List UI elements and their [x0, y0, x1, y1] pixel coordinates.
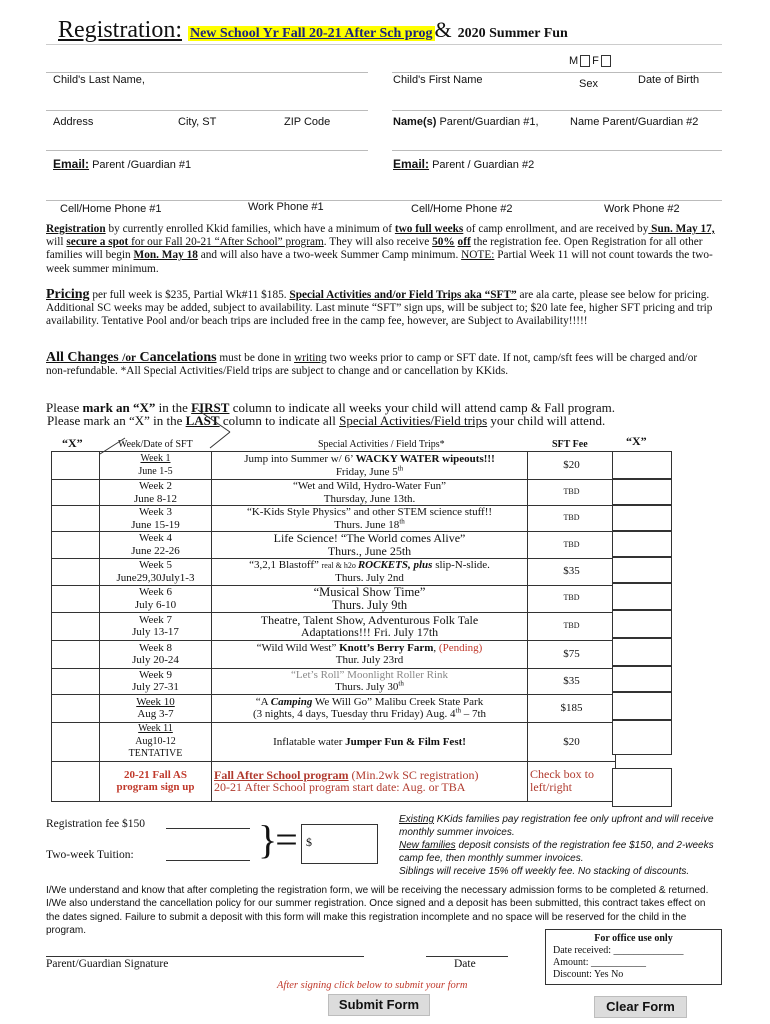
fall-x-box-right[interactable]	[612, 768, 672, 807]
week-row	[52, 722, 616, 761]
fall-label-cell	[100, 761, 212, 801]
week-label: Week 4	[138, 532, 173, 545]
x-box-right[interactable]	[612, 638, 672, 666]
address-label: Address	[53, 116, 94, 128]
pricing-lead: Pricing	[46, 287, 90, 302]
reg-off: off	[457, 236, 471, 249]
instr1-b: mark an “X”	[82, 400, 156, 415]
signature-line[interactable]	[46, 956, 364, 957]
activity-cell	[212, 558, 528, 585]
instr1-a: Please	[46, 400, 83, 415]
fall-label-2: program sign up	[116, 781, 195, 794]
week-dates: July 6-10	[134, 598, 177, 611]
reg-text-1: by currently enrolled Kkid families, which have a minimum of	[105, 223, 395, 235]
x-box-right[interactable]	[612, 557, 672, 583]
email1-bold: Email:	[53, 157, 90, 171]
header-x-right: “X”	[626, 434, 647, 448]
instr1-e: column to indicate all weeks your child will attend camp & Fall program.	[229, 400, 616, 415]
activity-bold: WACKY WATER wipeouts!!!	[355, 452, 495, 465]
activity-bold: ROCKETS, plus	[357, 558, 433, 571]
name-line-1	[46, 72, 368, 73]
activity-date: Thurs. July 2nd	[335, 572, 404, 585]
week-label: Week 6	[138, 586, 173, 599]
cell1-label: Cell/Home Phone #1	[60, 203, 162, 215]
x-box-right[interactable]	[612, 479, 672, 505]
week-dates: June 22-26	[131, 544, 180, 557]
week-dates: July 13-17	[132, 626, 179, 639]
activity-pending: (Pending)	[438, 641, 483, 654]
date-line[interactable]	[426, 956, 508, 957]
instr1-d: FIRST	[191, 400, 230, 415]
reg-text-3: will	[46, 236, 67, 249]
female-checkbox[interactable]	[601, 55, 611, 67]
activity-date: Thursday, June 13th.	[323, 492, 416, 505]
notes-2: deposit consists of the registration fee $150, and 2-weeks camp fee, then monthly summer invoices.	[399, 840, 714, 864]
notes-existing: Existing	[399, 814, 435, 825]
x-box-right[interactable]	[612, 451, 672, 479]
week-dates: June 8-12	[133, 492, 178, 505]
email2-bold: Email:	[393, 157, 430, 171]
sft-fee-cell	[528, 480, 616, 506]
week-dates: June 1-5	[138, 465, 173, 477]
email2-text: Parent / Guardian #2	[429, 159, 535, 171]
activity-bold: Jumper Fun & Film Fest!	[345, 735, 466, 748]
activity-sup: th	[399, 517, 405, 526]
two-week-line[interactable]	[166, 860, 250, 861]
activity-text: Inflatable water	[273, 735, 346, 748]
week-label: Week 5	[138, 559, 173, 572]
x-box-left[interactable]	[52, 668, 100, 694]
activity-cell	[212, 506, 528, 532]
child-last-name-label: Child's Last Name,	[53, 74, 145, 86]
x-box-right[interactable]	[612, 720, 672, 755]
clear-form-button[interactable]: Clear Form	[594, 996, 687, 1018]
reg-mon-may: Mon. May 18	[133, 249, 198, 262]
week-dates: Aug 3-7	[137, 708, 174, 721]
week-row	[52, 452, 616, 480]
week-dates: July 20-24	[132, 654, 179, 667]
activity-text-2: We Will Go” Malibu Creek State Park	[312, 695, 484, 708]
activity-text: “Let’s Roll” Moonlight Roller Rink	[290, 668, 449, 681]
email1-text: Parent /Guardian #1	[89, 159, 192, 171]
reg-text-8: Partial Week 11 will not count towards the two-week summer minimum.	[46, 249, 713, 275]
pricing-text-2: are ala carte, please see below for pricing. Additional SC weeks may be added, subject to availability. Last minute “SFT” sign ups, will be subject to; $20 late fee, higher SFT pricing and trip availability. Tentative Pool and/or beach trips are included free in the camp fee, however, are Subject to Availability!!!!!	[46, 289, 713, 328]
activity-date: Thurs. June 18	[334, 518, 400, 531]
x-box-left[interactable]	[52, 506, 100, 532]
week-cell	[100, 722, 212, 761]
sft-fee: $20	[563, 735, 580, 748]
sft-fee: TBD	[563, 539, 580, 549]
registration-lead: Registration	[46, 223, 106, 235]
changes-text-1: must be done in	[216, 352, 295, 364]
activity-date: Thur. July 23rd	[335, 654, 404, 667]
fee-notes	[399, 813, 739, 878]
week-label: Week 10	[136, 695, 175, 708]
work2-label: Work Phone #2	[604, 203, 680, 215]
notes-1: KKids families pay registration fee only upfront and will receive monthly summer invoices.	[399, 814, 714, 838]
instr2-b: LAST	[185, 413, 220, 428]
activity-date: Thurs., June 25th	[327, 543, 412, 558]
x-box-left[interactable]	[52, 640, 100, 668]
fall-row	[52, 761, 616, 801]
x-box-right[interactable]	[612, 610, 672, 638]
two-week-label: Two-week Tuition:	[46, 849, 134, 861]
pricing-text-1: per full week is $235, Partial Wk#11 $185.	[89, 289, 290, 301]
email-line-1	[46, 150, 368, 151]
reg-secure: secure a spot	[66, 236, 129, 249]
total-amount-box[interactable]	[301, 824, 378, 864]
sex-checkboxes	[569, 55, 611, 67]
email1-label	[53, 157, 191, 171]
activity-small: real & h2o	[321, 560, 358, 570]
title-fall-program: New School Yr Fall 20-21 After Sch prog	[189, 26, 433, 41]
activity-text: Theatre, Talent Show, Adventurous Folk Tale	[260, 612, 479, 627]
activity-cell	[212, 532, 528, 558]
sft-fee-cell	[528, 694, 616, 722]
x-box-right[interactable]	[612, 583, 672, 610]
submit-form-button[interactable]: Submit Form	[328, 994, 430, 1016]
male-label: M	[569, 55, 579, 67]
reg-fifty: 50%	[432, 236, 455, 249]
instr2-c: column to indicate all	[219, 413, 340, 428]
sft-fee: $20	[563, 459, 580, 472]
activity-cell	[212, 612, 528, 640]
activity-text: “Musical Show Time”	[313, 585, 426, 600]
activity-cell	[212, 585, 528, 612]
reg-text-5: . They will also receive	[323, 236, 433, 249]
x-box-left[interactable]	[52, 452, 100, 480]
changes-lead2: Cancelations	[136, 350, 217, 365]
title-underline	[46, 44, 722, 45]
activity-cell	[212, 640, 528, 668]
sft-fee: $35	[563, 565, 580, 578]
week-row	[52, 558, 616, 585]
x-box-left[interactable]	[52, 612, 100, 640]
child-first-name-label: Child's First Name	[393, 74, 483, 86]
sft-fee: TBD	[563, 593, 580, 603]
office-title: For office use only	[594, 933, 673, 944]
x-box-left[interactable]	[52, 532, 100, 558]
changes-lead1: All Changes	[46, 350, 123, 365]
registration-paragraph	[46, 223, 720, 276]
reg-note: NOTE:	[461, 249, 495, 262]
office-use-box	[545, 929, 722, 985]
week-label: Week 3	[138, 506, 173, 519]
guardian1-name-label	[393, 116, 539, 128]
sft-fee: TBD	[563, 487, 580, 497]
title-registration: Registration:	[58, 17, 182, 43]
activity-date: Thurs. July 9th	[331, 597, 408, 612]
reg-text-7: and will also have a two-week Summer Camp minimum.	[197, 249, 462, 262]
x-box-left[interactable]	[52, 480, 100, 506]
activity-text-2: slip-N-slide.	[432, 558, 490, 571]
header-fee: SFT Fee	[552, 439, 588, 450]
week-dates: Aug10-12	[135, 735, 176, 747]
changes-or: /or	[122, 352, 137, 364]
signature-label: Parent/Guardian Signature	[46, 958, 169, 970]
sft-fee-cell	[528, 558, 616, 585]
changes-text-2: two weeks prior to camp or SFT date. If not, camp/sft fees will be charged and/or non-refundable. *All Special Activities/Field trips are subject to change and or cancellation by KKids.	[46, 352, 698, 378]
after-signing-note: After signing click below to submit your form	[277, 980, 468, 991]
week-cell	[100, 640, 212, 668]
fall-start: 20-21 After School program start date: Aug. or TBA	[214, 780, 466, 795]
activity-cell	[212, 722, 528, 761]
week-cell	[100, 585, 212, 612]
address-line-1	[46, 110, 368, 111]
activity-cell	[212, 694, 528, 722]
week-cell	[100, 558, 212, 585]
activity-bold: Knott’s Berry Farm	[339, 641, 434, 654]
name-line-2	[392, 72, 722, 73]
week-cell	[100, 532, 212, 558]
changes-paragraph	[46, 351, 720, 378]
city-label: City, ST	[178, 116, 217, 128]
instr2-e: your child will attend.	[487, 413, 606, 428]
notes-3: Siblings will receive 15% off weekly fee. No stacking of discounts.	[399, 866, 690, 877]
week-label: Week 11	[138, 722, 173, 734]
sft-fee-cell	[528, 612, 616, 640]
activity-text: “A	[255, 695, 271, 708]
phone-line	[46, 200, 722, 201]
activity-date: (3 nights, 4 days, Tuesday thru Friday) Aug. 4	[252, 708, 456, 721]
dob-label: Date of Birth	[638, 74, 700, 86]
pricing-sft: Special Activities and/or Field Trips aka “SFT”	[289, 289, 517, 301]
week-row	[52, 506, 616, 532]
week-label: Week 9	[138, 668, 173, 681]
zip-label: ZIP Code	[284, 116, 331, 128]
sft-fee: $35	[563, 675, 580, 688]
week-row	[52, 532, 616, 558]
reg-fee-line[interactable]	[166, 828, 250, 829]
week-dates: July 27-31	[132, 681, 179, 694]
week-cell	[100, 506, 212, 532]
fall-label-1: 20-21 Fall AS	[124, 768, 187, 781]
week-tentative: TENTATIVE	[128, 748, 183, 760]
activity-text: “Wet and Wild, Hydro-Water Fun”	[292, 480, 447, 492]
reg-text-4: for our Fall 20-21 “After School” program	[128, 236, 324, 249]
sft-fee: $75	[563, 647, 580, 660]
pricing-paragraph	[46, 288, 720, 329]
week-row	[52, 694, 616, 722]
activity-text-2: ,	[433, 641, 439, 654]
changes-writing: writing	[294, 352, 327, 364]
title-amp: &	[434, 17, 452, 42]
week-row	[52, 612, 616, 640]
week-cell	[100, 694, 212, 722]
x-box-right[interactable]	[612, 531, 672, 557]
week-cell	[100, 480, 212, 506]
date-label: Date	[454, 958, 476, 970]
sft-fee: TBD	[563, 513, 580, 523]
x-box-left[interactable]	[52, 694, 100, 722]
activity-text: “K-Kids Style Physics” and other STEM science stuff!!	[246, 506, 493, 519]
activity-cell	[212, 452, 528, 480]
agreement-paragraph: I/We understand and know that after completing the registration form, we will be receiving the necessary admission forms to be completed & returned. I/We also understand the cancellation policy for our summer registration. Once signed and a deposit has been submitted, this contract takes effect on the dates signed. Failure to submit a deposit with this form will make this registration incomplete and no space will be reserved for the child in the program.	[46, 885, 709, 937]
week-cell	[100, 612, 212, 640]
week-cell	[100, 452, 212, 480]
reg-sun-may: Sun. May 17,	[648, 223, 715, 235]
week-dates: June29,30July1-3	[116, 571, 195, 584]
reg-two-full-weeks: two full weeks	[394, 223, 464, 235]
x-box-left[interactable]	[52, 585, 100, 612]
activity-text: “3,2,1 Blastoff”	[249, 558, 322, 571]
week-label: Week 7	[138, 613, 173, 626]
sft-fee-cell	[528, 585, 616, 612]
activity-date: Adaptations!!! Fri. July 17th	[300, 625, 439, 640]
notes-new-families: New families	[399, 840, 456, 851]
activity-text: Jump into Summer w/ 6’	[244, 452, 356, 465]
week-label: Week 2	[138, 480, 173, 492]
reg-fee-label: Registration fee $150	[46, 818, 146, 830]
total-dollar: $	[306, 835, 312, 849]
x-box-left[interactable]	[52, 722, 100, 761]
male-checkbox[interactable]	[580, 55, 590, 67]
email-line-2	[392, 150, 722, 151]
activity-text: Life Science! “The World comes Alive”	[273, 531, 466, 546]
address-line-2	[392, 110, 722, 111]
guardian1-text: Parent/Guardian #1,	[436, 116, 539, 128]
week-cell	[100, 668, 212, 694]
header-week: Week/Date of SFT	[118, 439, 193, 450]
sex-label: Sex	[579, 78, 598, 90]
sft-fee-cell	[528, 506, 616, 532]
activity-sup: th	[455, 706, 461, 715]
guardian2-name-label: Name Parent/Guardian #2	[570, 116, 699, 128]
week-dates: June 15-19	[131, 518, 180, 531]
names-bold: Name(s)	[393, 116, 437, 128]
fall-check-text: Check box to left/right	[530, 767, 594, 795]
sft-fee-cell	[528, 640, 616, 668]
week-label: Week 8	[138, 641, 173, 654]
total-brace: }=	[258, 817, 296, 862]
reg-text-6: the registration fee. Open Registration for all other families will begin	[46, 236, 703, 262]
x-box-left[interactable]	[52, 558, 100, 585]
header-activities: Special Activities / Field Trips*	[318, 439, 445, 450]
instr2-d: Special Activities/Field trips	[339, 413, 488, 428]
x-box-right[interactable]	[612, 692, 672, 720]
activity-date-2: – 7th	[460, 708, 487, 721]
fall-program: Fall After School program	[214, 767, 349, 782]
office-amount: Amount: ___________	[553, 957, 647, 968]
activity-date: Friday, June 5	[335, 465, 398, 478]
office-discount: Discount: Yes No	[553, 969, 624, 980]
sft-fee-cell	[528, 668, 616, 694]
activity-text: “Wild Wild West”	[256, 641, 340, 654]
office-received: Date received: ______________	[553, 945, 684, 956]
week-label: Week 1	[140, 452, 171, 464]
sft-fee: TBD	[563, 620, 580, 630]
x-box-right[interactable]	[612, 666, 672, 692]
week-row	[52, 480, 616, 506]
header-x-left: “X”	[62, 436, 83, 450]
week-row	[52, 640, 616, 668]
schedule-table	[51, 451, 616, 802]
sft-fee-cell	[528, 532, 616, 558]
email2-label	[393, 157, 534, 171]
sft-fee: $185	[560, 702, 583, 715]
activity-sup: th	[398, 679, 404, 688]
work1-label: Work Phone #1	[248, 201, 324, 213]
sft-fee-cell	[528, 452, 616, 480]
week-row	[52, 668, 616, 694]
header-connector-lines	[90, 400, 300, 456]
activity-sup: th	[397, 463, 404, 472]
female-label: F	[592, 55, 599, 67]
activity-cell	[212, 668, 528, 694]
fall-check-cell	[528, 761, 616, 801]
reg-text-2: of camp enrollment, and are received by	[463, 223, 649, 235]
week-row	[52, 585, 616, 612]
cell2-label: Cell/Home Phone #2	[411, 203, 513, 215]
x-box-left[interactable]	[52, 761, 100, 801]
sft-fee-cell	[528, 722, 616, 761]
fall-program-min: (Min.2wk SC registration)	[348, 767, 479, 782]
activity-bold: Camping	[270, 695, 313, 708]
instr1-c: in the	[155, 400, 192, 415]
x-box-right[interactable]	[612, 505, 672, 531]
title-summer: 2020 Summer Fun	[457, 26, 568, 41]
activity-date: Thurs. July 30	[335, 681, 399, 694]
instr2-a: Please mark an “X” in the	[47, 413, 186, 428]
fall-program-cell	[212, 761, 528, 801]
activity-cell	[212, 480, 528, 506]
